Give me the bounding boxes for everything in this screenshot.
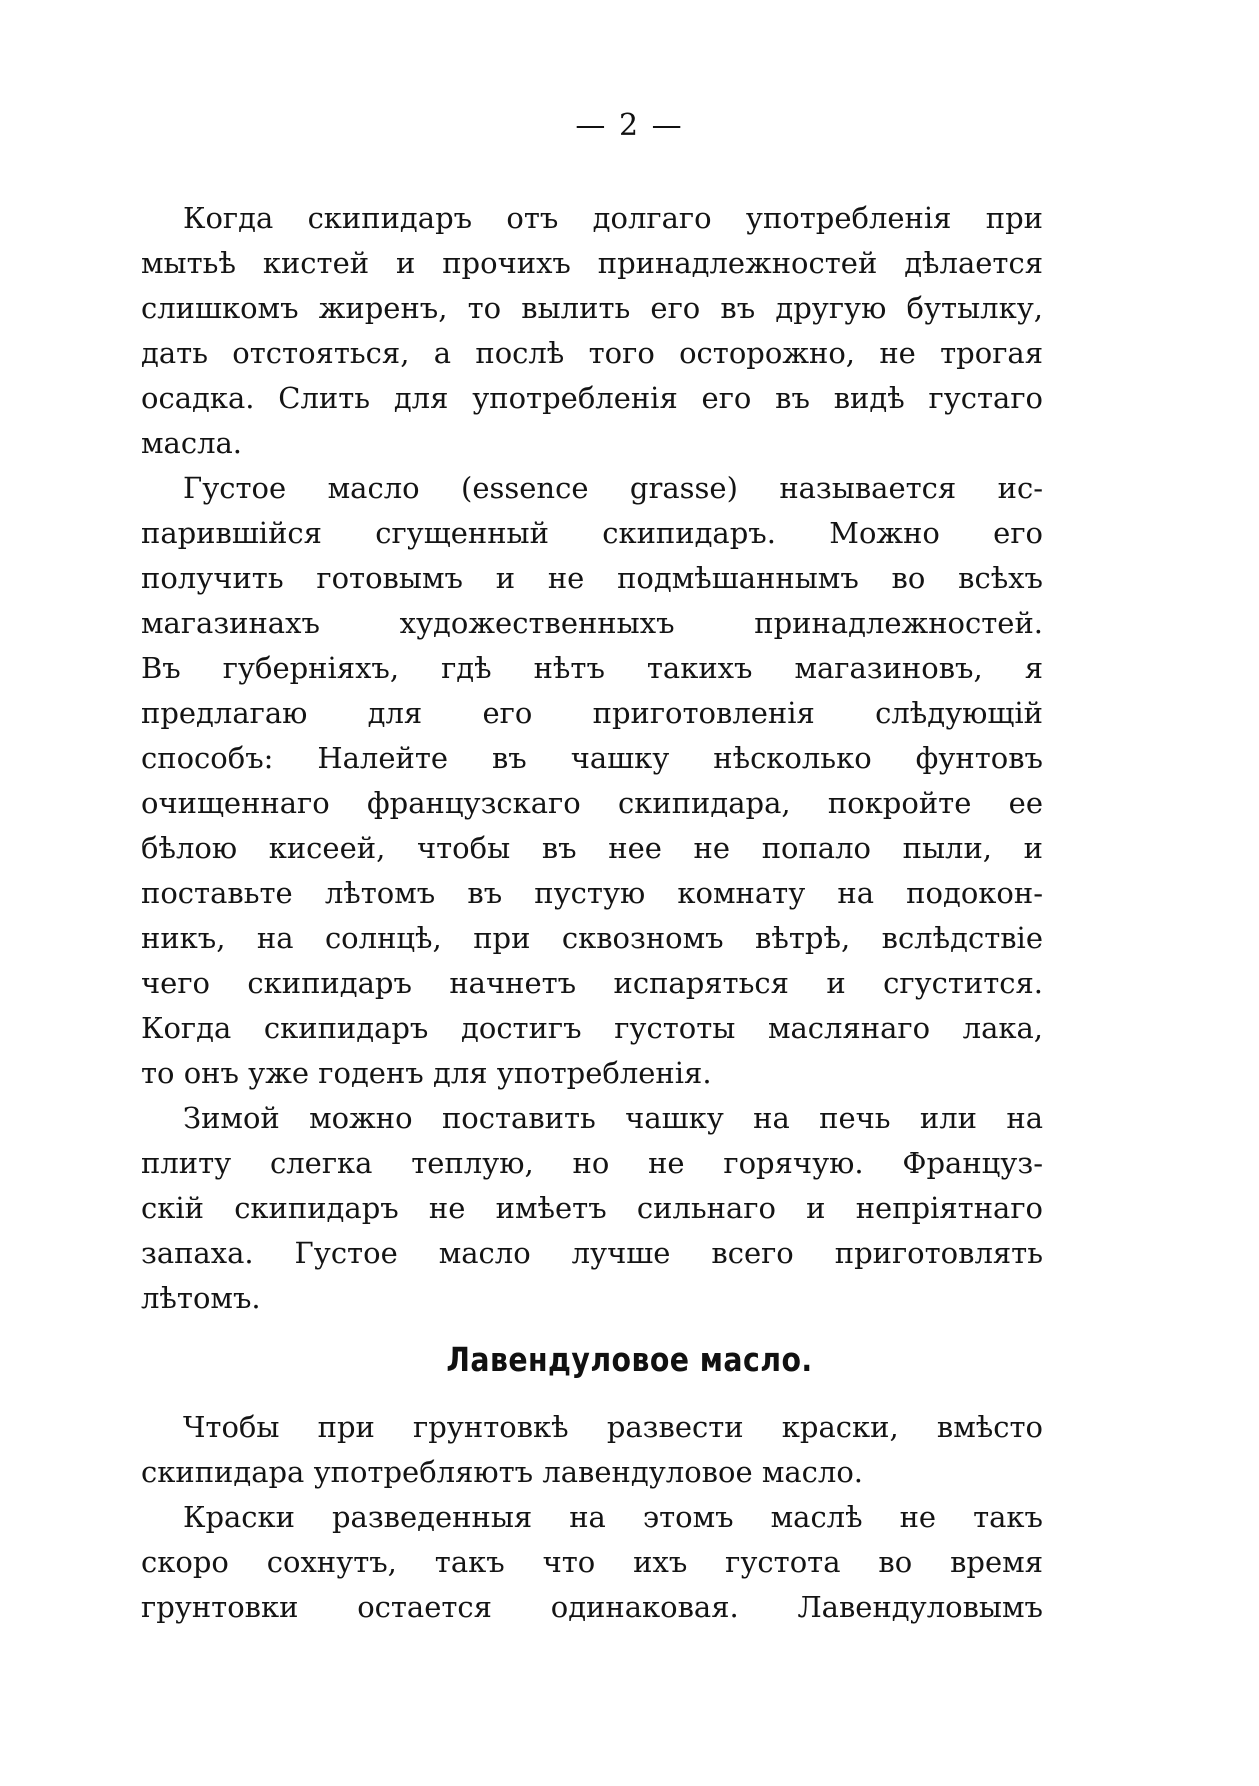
text-line: Зимой можно поставить чашку на печь или на	[183, 1101, 1043, 1135]
section-turpentine	[141, 196, 1043, 1321]
text-line: грунтовки остается одинаковая. Лавендуловымъ	[141, 1590, 1043, 1624]
text-line: магазинахъ художественныхъ принадлежностей.	[141, 606, 1043, 640]
text-line: парившійся сгущенный скипидаръ. Можно его	[141, 516, 1043, 550]
text-line: то онъ уже годенъ для употребленія.	[141, 1056, 712, 1090]
section-lavender-oil	[141, 1405, 1043, 1630]
text-line: бѣлою кисеей, чтобы въ нее не попало пыли, и	[141, 831, 1043, 865]
text-line: Чтобы при грунтовкѣ развести краски, вмѣсто	[183, 1410, 1043, 1444]
text-line: способъ: Налейте въ чашку нѣсколько фунтовъ	[141, 741, 1043, 775]
text-line: чего скипидаръ начнетъ испаряться и сгустится.	[141, 966, 1043, 1000]
text-line: скоро сохнутъ, такъ что ихъ густота во время	[141, 1545, 1043, 1579]
text-line: слишкомъ жиренъ, то вылить его въ другую бутылку,	[141, 291, 1043, 325]
text-line: Краски разведенныя на этомъ маслѣ не такъ	[183, 1500, 1043, 1534]
text-line: получить готовымъ и не подмѣшаннымъ во всѣхъ	[141, 561, 1043, 595]
text-line: масла.	[141, 426, 243, 460]
text-line: скій скипидаръ не имѣетъ сильнаго и непріятнаго	[141, 1191, 1043, 1225]
text-line: очищеннаго французскаго скипидара, покройте ее	[141, 786, 1043, 820]
text-line: плиту слегка теплую, но не горячую. Француз-	[141, 1146, 1043, 1180]
text-line: лѣтомъ.	[141, 1281, 261, 1315]
text-line: запаха. Густое масло лучше всего приготовлять	[141, 1236, 1043, 1270]
text-line: поставьте лѣтомъ въ пустую комнату на подокон-	[141, 876, 1043, 910]
text-line: Густое масло (essence grasse) называется ис-	[183, 471, 1043, 505]
text-line: скипидара употребляютъ лавендуловое масло.	[141, 1455, 864, 1489]
text-line: предлагаю для его приготовленія слѣдующій	[141, 696, 1043, 730]
text-line: дать отстояться, а послѣ того осторожно, не трогая	[141, 336, 1043, 370]
page-number: — 2 —	[575, 108, 684, 143]
text-line: осадка. Слить для употребленія его въ видѣ густаго	[141, 381, 1043, 415]
text-line: никъ, на солнцѣ, при сквозномъ вѣтрѣ, вслѣдствіе	[141, 921, 1043, 955]
text-line: мытьѣ кистей и прочихъ принадлежностей дѣлается	[141, 246, 1043, 280]
text-line: Когда скипидаръ достигъ густоты маслянаго лака,	[141, 1011, 1043, 1045]
text-line: Когда скипидаръ отъ долгаго употребленія при	[183, 201, 1043, 235]
section-heading: Лавендуловое масло.	[446, 1340, 813, 1379]
text-line: Въ губерніяхъ, гдѣ нѣтъ такихъ магазиновъ, я	[141, 651, 1043, 685]
